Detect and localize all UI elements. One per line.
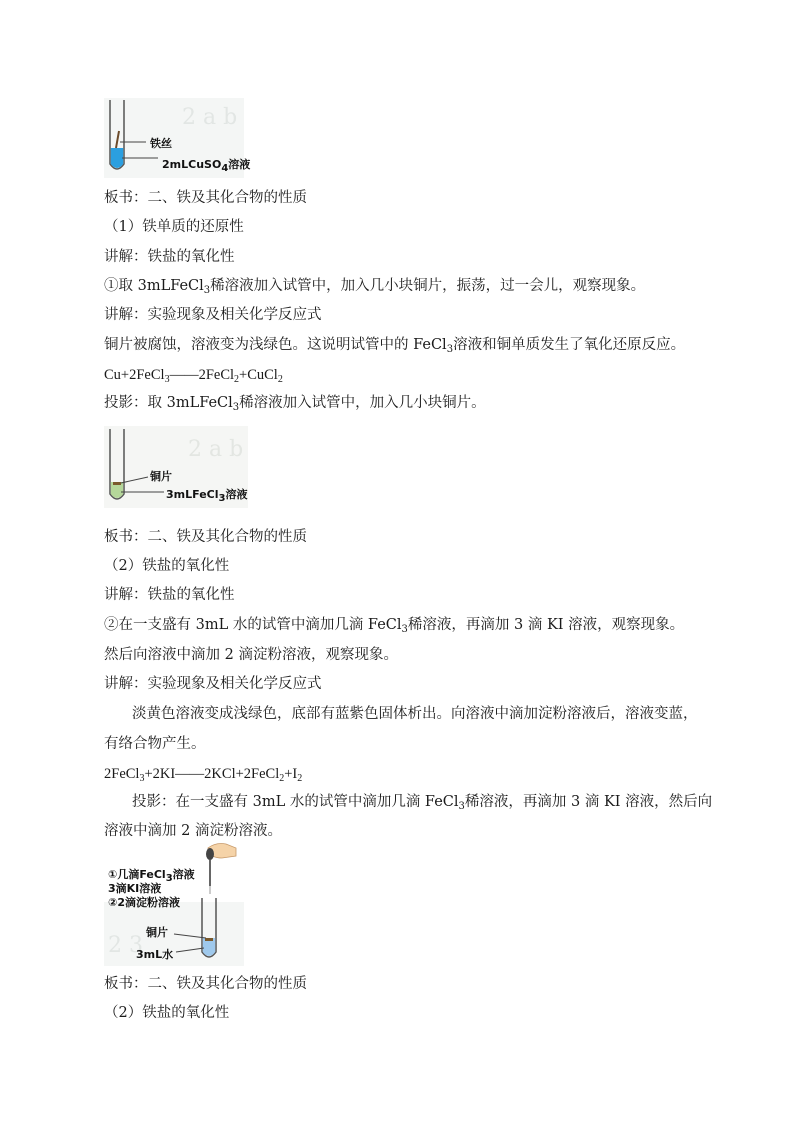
board-title-2: 板书：二、铁及其化合物的性质 xyxy=(104,529,307,545)
observation-2-cont: 有络合物产生。 xyxy=(104,736,206,752)
figure-copper-test-tube xyxy=(104,426,248,508)
board-title-1: 板书：二、铁及其化合物的性质 xyxy=(104,190,307,206)
label-starch-drops: ②2滴淀粉溶液 xyxy=(108,896,180,909)
label-fecl3-solution: 3mLFeCl3溶液 xyxy=(166,488,248,504)
section-heading-2: （2）铁盐的氧化性 xyxy=(104,558,230,574)
projection-2-cont: 溶液中滴加 2 滴淀粉溶液。 xyxy=(104,823,282,839)
experiment-step-1: ①取 3mLFeCl$_3$稀溶液加入试管中，加入几小块铜片，振荡，过一会儿，观察现象。 xyxy=(104,278,646,296)
observation-2: 淡黄色溶液变成浅绿色，底部有蓝紫色固体析出。向溶液中滴加淀粉溶液后，溶液变蓝， xyxy=(132,706,698,722)
section-heading-1: （1）铁单质的还原性 xyxy=(104,219,244,235)
svg-text:2 a b: 2 a b xyxy=(188,437,244,462)
equation-2: $2FeCl_3+2KI——2KCl+2FeCl_2+I_2$ xyxy=(104,766,303,784)
board-title-3: 板书：二、铁及其化合物的性质 xyxy=(104,976,307,992)
label-water: 3mL水 xyxy=(136,948,174,961)
observation-1: 铜片被腐蚀，溶液变为浅绿色。这说明试管中的 FeCl$_3$溶液和铜单质发生了氧化还原反应。 xyxy=(104,337,686,355)
label-copper-piece: 铜片 xyxy=(150,470,172,483)
figure-iron-wire-test-tube xyxy=(104,98,251,178)
explanation-1b: 讲解：实验现象及相关化学反应式 xyxy=(104,307,322,323)
experiment-step-2: ②在一支盛有 3mL 水的试管中滴加几滴 FeCl$_3$稀溶液，再滴加 3 滴 KI 溶液，观察现象。 xyxy=(104,617,685,635)
projection-1: 投影：取 3mLFeCl$_3$稀溶液加入试管中，加入几小块铜片。 xyxy=(104,395,486,413)
label-ki-drops: 3滴KI溶液 xyxy=(108,882,162,895)
svg-text:2 3: 2 3 xyxy=(108,933,143,958)
projection-2: 投影：在一支盛有 3mL 水的试管中滴加几滴 FeCl$_3$稀溶液，再滴加 3 滴 KI 溶液，然后向 xyxy=(132,794,713,812)
label-iron-wire: 铁丝 xyxy=(150,137,172,150)
experiment-step-2-cont: 然后向溶液中滴加 2 滴淀粉溶液，观察现象。 xyxy=(104,647,398,663)
explanation-2a: 讲解：铁盐的氧化性 xyxy=(104,587,235,603)
explanation-2b: 讲解：实验现象及相关化学反应式 xyxy=(104,676,322,692)
section-heading-3: （2）铁盐的氧化性 xyxy=(104,1005,230,1021)
label-copper-piece: 铜片 xyxy=(146,926,168,939)
label-fecl3-drops: ①几滴FeCl3溶液 xyxy=(108,868,195,884)
explanation-1a: 讲解：铁盐的氧化性 xyxy=(104,249,235,265)
svg-text:2 a b: 2 a b xyxy=(182,105,238,130)
figure-dropper-test-tube xyxy=(104,842,244,966)
equation-1: Cu+2FeCl$_3$——2FeCl$_2$+CuCl$_2$ xyxy=(104,367,283,385)
label-cuso4-solution: 2mLCuSO4溶液 xyxy=(162,158,251,174)
